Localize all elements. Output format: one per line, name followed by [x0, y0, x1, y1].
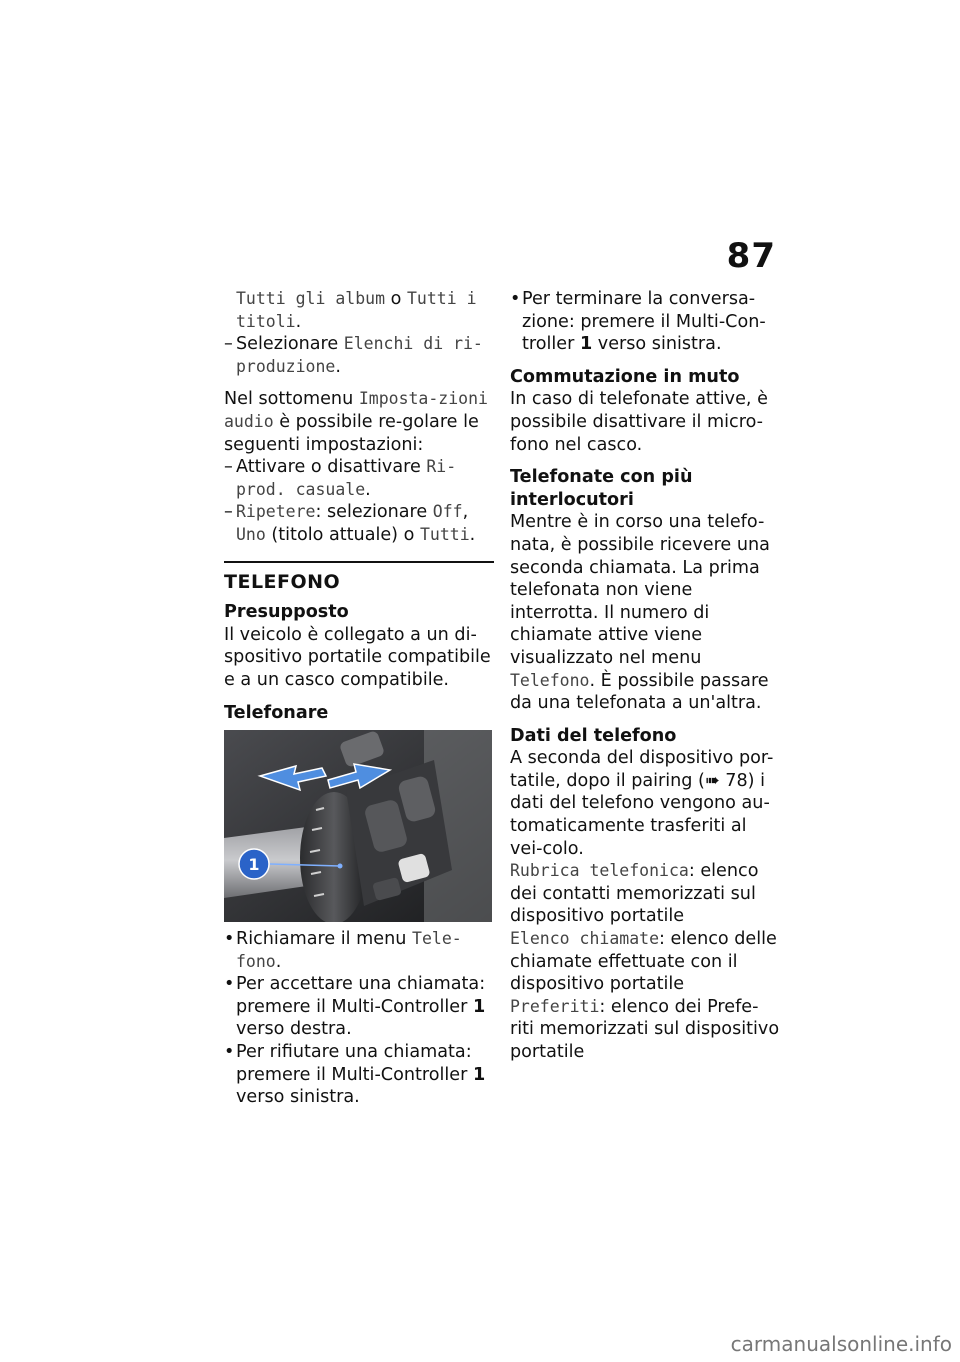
menu-telefono-ref: Telefono — [510, 670, 590, 690]
heading-telefonare: Telefonare — [224, 702, 329, 723]
callout-1-label: 1 — [248, 855, 260, 875]
list-item-repeat: – Ripetere: selezionare Off, Uno (titolo attuale) o Tutti. — [224, 501, 494, 546]
page-reference: 78) — [719, 770, 755, 791]
menu-telefono: Tele-fono — [236, 929, 462, 971]
menu-ripetere: Ripetere — [236, 502, 316, 522]
menu-rubrica-telefonica: Rubrica telefonica — [510, 861, 689, 881]
phone-data-text: A seconda del dispositivo por-tatile, dopo il pairing (➠ 78) i dati del telefono vengono au-tomaticamente trasferiti al vei-colo. — [510, 748, 774, 859]
heading-presupposto: Presupposto — [224, 602, 349, 623]
menu-riprod-casuale: Ri-prod. casuale — [236, 457, 457, 499]
page-reference-arrow-icon: ➠ — [704, 770, 720, 791]
heading-commutazione-muto: Commutazione in muto — [510, 366, 740, 387]
preferiti-entry: Preferiti: elenco dei Prefe-riti memorizzati sul dispositivo portatile — [510, 996, 780, 1062]
bullet-reject-call: • Per rifiutare una chiamata: premere il Multi-Controller 1 verso sinistra. — [224, 1041, 494, 1109]
list-item-shuffle: – Attivare o disattivare Ri-prod. casuale. — [224, 456, 494, 501]
list-item-select-playlist: – Selezionare Elenchi di ri-produzione. — [224, 333, 494, 378]
bullet-accept-call: • Per accettare una chiamata: premere il Multi-Controller 1 verso destra. — [224, 973, 494, 1041]
menu-elenchi-di-riproduzione: Elenchi di ri-produzione — [236, 334, 483, 376]
rubrica-entry: Rubrica telefonica: elenco dei contatti memorizzati sul dispositivo portatile — [510, 861, 759, 927]
bullet-call-menu: • Richiamare il menu Tele-fono. — [224, 928, 494, 973]
handlebar-controller-photo — [224, 730, 492, 922]
prereq-text: Il veicolo è collegato a un di-spositivo portatile compatibile e a un casco compatibile. — [224, 624, 491, 690]
handlebar-illustration — [224, 730, 492, 922]
submenu-paragraph: Nel sottomenu Imposta-zioni audio è possibile re-golare le seguenti impostazioni: — [224, 389, 488, 455]
menu-impostazioni-audio: Imposta-zioni audio — [224, 389, 488, 431]
menu-tutti-i-titoli: Tutti i titoli — [236, 289, 477, 331]
left-column — [224, 288, 494, 1109]
mute-text: In caso di telefonate attive, è possibile disattivare il micro-fono nel casco. — [510, 389, 768, 455]
menu-tutti-gli-album: Tutti gli album — [236, 289, 386, 308]
watermark-footer: carmanualsonline.info — [730, 1332, 952, 1356]
page-number: 87 — [726, 236, 776, 276]
elenco-entry: Elenco chiamate: elenco delle chiamate effettuate con il dispositivo portatile — [510, 929, 777, 995]
menu-elenco-chiamate: Elenco chiamate — [510, 929, 660, 949]
section-title-telefono: TELEFONO — [224, 561, 494, 594]
right-column — [510, 288, 782, 1064]
menu-preferiti: Preferiti — [510, 996, 600, 1016]
continued-list-line: Tutti gli album o Tutti i titoli. — [236, 289, 477, 332]
bullet-end-call: • Per terminare la conversa-zione: premere il Multi-Con-troller 1 verso sinistra. — [510, 288, 782, 356]
multi-call-text: Mentre è in corso una telefo-nata, è possibile ricevere una seconda chiamata. La prima telefonata non viene interrotta. Il numero di chiamate attive viene visualizzato nel menu Telefono. È possibile passare da una telefonata a un'altra. — [510, 512, 770, 714]
heading-telefonate-piu-interlocutori: Telefonate con più interlocutori — [510, 467, 693, 510]
heading-dati-telefono: Dati del telefono — [510, 725, 677, 746]
